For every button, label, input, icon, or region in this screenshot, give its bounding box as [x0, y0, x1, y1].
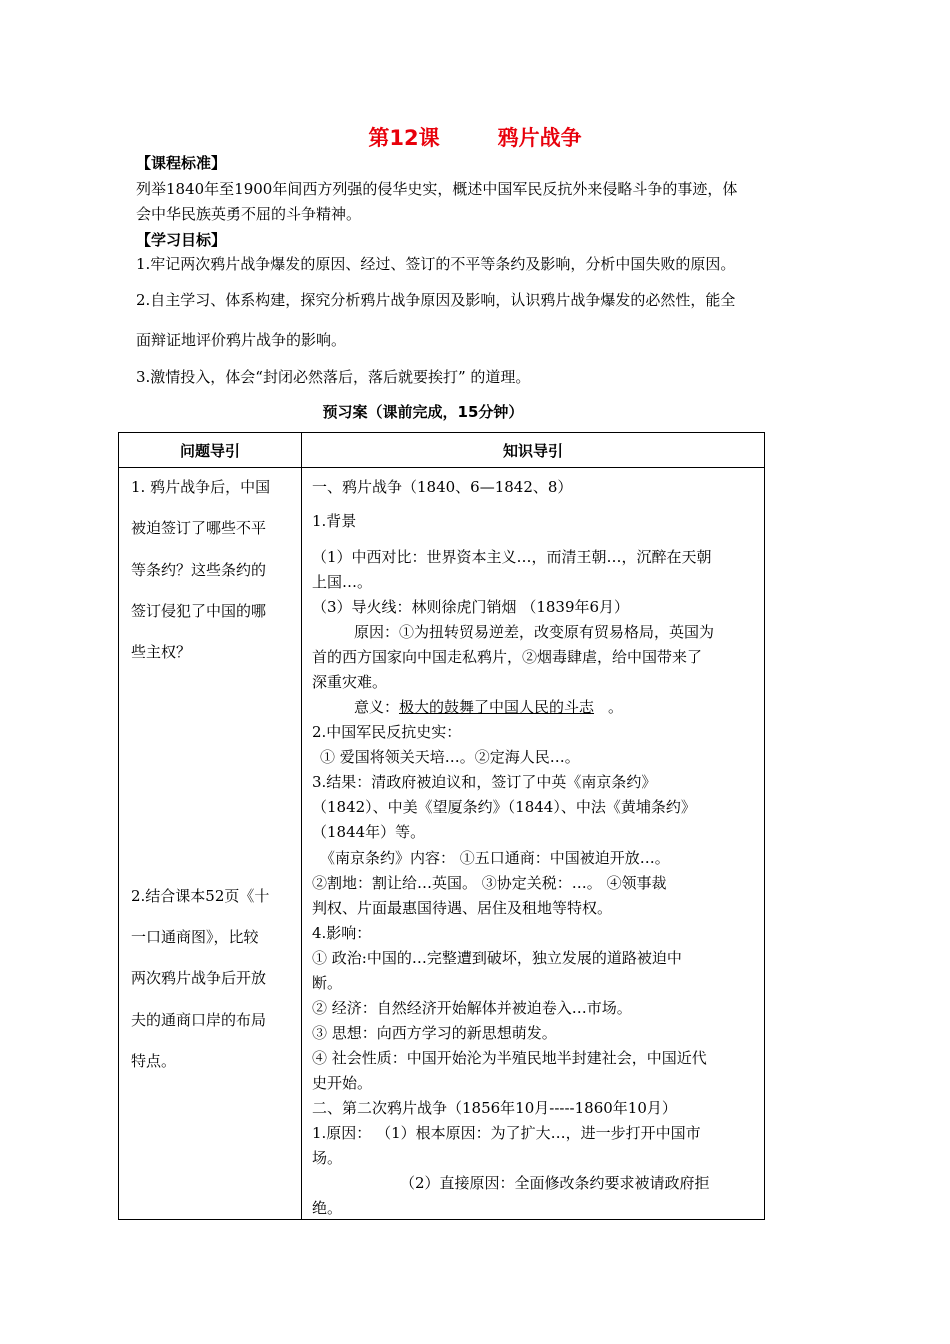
- significance-label: 意义：: [354, 698, 400, 716]
- knowledge-line: （1842）、中美《望厦条约》（1844）、中法《黄埔条约》: [312, 798, 696, 816]
- standard-line-2: 会中华民族英勇不屈的斗争精神。: [136, 205, 362, 223]
- knowledge-line: 上国…。: [312, 573, 373, 591]
- knowledge-line: 场。: [312, 1149, 343, 1167]
- knowledge-line: （1844年）等。: [312, 823, 426, 841]
- knowledge-line: 首的西方国家向中国走私鸦片，②烟毒肆虐，给中国带来了: [312, 648, 703, 666]
- q1-line: 等条约？这些条约的: [131, 561, 267, 579]
- knowledge-line: 2.中国军民反抗史实：: [312, 723, 462, 741]
- page-title: [0, 122, 950, 152]
- knowledge-line: ③ 思想：向西方学习的新思想萌发。: [312, 1024, 557, 1042]
- knowledge-line: 一、鸦片战争（1840、6—1842、8）: [312, 478, 573, 496]
- objective-2-cont: 面辩证地评价鸦片战争的影响。: [136, 331, 347, 349]
- lesson-name: 鸦片战争: [497, 126, 582, 150]
- significance-end: 。: [608, 698, 624, 716]
- preview-title: 预习案（课前完成，15分钟）: [322, 403, 524, 421]
- knowledge-line: 1.原因： （1）根本原因：为了扩大…，进一步打开中国市: [312, 1124, 701, 1142]
- q1-line: 被迫签订了哪些不平: [131, 519, 267, 537]
- knowledge-line: 4.影响：: [312, 924, 372, 942]
- knowledge-cell: [302, 468, 765, 1220]
- knowledge-line: ② 经济：自然经济开始解体并被迫卷入…市场。: [312, 999, 632, 1017]
- knowledge-line: 判权、片面最惠国待遇、居住及租地等特权。: [312, 899, 613, 917]
- knowledge-line: [354, 696, 623, 717]
- knowledge-line: 深重灾难。: [312, 673, 388, 691]
- knowledge-line: ① 爱国将领关天培…。②定海人民…。: [320, 748, 580, 766]
- knowledge-line: 《南京条约》内容： ①五口通商：中国被迫开放…。: [320, 849, 670, 867]
- knowledge-line: 二、第二次鸦片战争（1856年10月-----1860年10月）: [312, 1099, 677, 1117]
- preview-table: [118, 432, 765, 1220]
- q2-line: 2.结合课本52页《十: [131, 887, 270, 905]
- knowledge-line: （2）直接原因：全面修改条约要求被请政府拒: [400, 1174, 710, 1192]
- questions-cell: [119, 468, 302, 1220]
- knowledge-line: （3）导火线：林则徐虎门销烟 （1839年6月）: [312, 598, 630, 616]
- objective-2: 2.自主学习、体系构建，探究分析鸦片战争原因及影响，认识鸦片战争爆发的必然性，能全: [136, 291, 736, 309]
- knowledge-line: ④ 社会性质：中国开始沦为半殖民地半封建社会，中国近代: [312, 1049, 707, 1067]
- knowledge-line: 1.背景: [312, 512, 357, 530]
- col-header-knowledge: 知识导引: [302, 433, 765, 468]
- q1-line: 1. 鸦片战争后，中国: [131, 478, 271, 496]
- q1-line: 些主权？: [131, 643, 192, 661]
- knowledge-line: ① 政治:中国的…完整遭到破坏，独立发展的道路被迫中: [312, 949, 682, 967]
- standard-heading: 【课程标准】: [136, 154, 227, 172]
- q1-line: 签订侵犯了中国的哪: [131, 602, 267, 620]
- objectives-heading: 【学习目标】: [136, 231, 227, 249]
- objective-1: 1.牢记两次鸦片战争爆发的原因、经过、签订的不平等条约及影响，分析中国失败的原因。: [136, 255, 736, 273]
- q2-line: 一口通商图》，比较: [131, 928, 259, 946]
- knowledge-line: 断。: [312, 974, 343, 992]
- knowledge-line: 3.结果：清政府被迫议和，签订了中英《南京条约》: [312, 773, 657, 791]
- q2-line: 两次鸦片战争后开放: [131, 969, 267, 987]
- lesson-number: 第12课: [368, 126, 440, 150]
- significance-answer: 极大的鼓舞了中国人民的斗志: [399, 698, 595, 716]
- q2-line: 夫的通商口岸的布局: [131, 1011, 267, 1029]
- standard-line-1: 列举1840年至1900年间西方列强的侵华史实，概述中国军民反抗外来侵略斗争的事迹，体: [136, 180, 738, 198]
- knowledge-line: 绝。: [312, 1199, 343, 1217]
- knowledge-line: 史开始。: [312, 1074, 373, 1092]
- knowledge-line: 原因：①为扭转贸易逆差，改变原有贸易格局，英国为: [354, 623, 715, 641]
- knowledge-line: （1）中西对比：世界资本主义…，而清王朝…，沉醉在天朝: [312, 548, 712, 566]
- objective-3: 3.激情投入，体会“封闭必然落后，落后就要挨打” 的道理。: [136, 368, 531, 386]
- col-header-questions: 问题导引: [119, 433, 302, 468]
- knowledge-line: ②割地：割让给…英国。 ③协定关税：…。 ④领事裁: [312, 874, 667, 892]
- q2-line: 特点。: [131, 1052, 177, 1070]
